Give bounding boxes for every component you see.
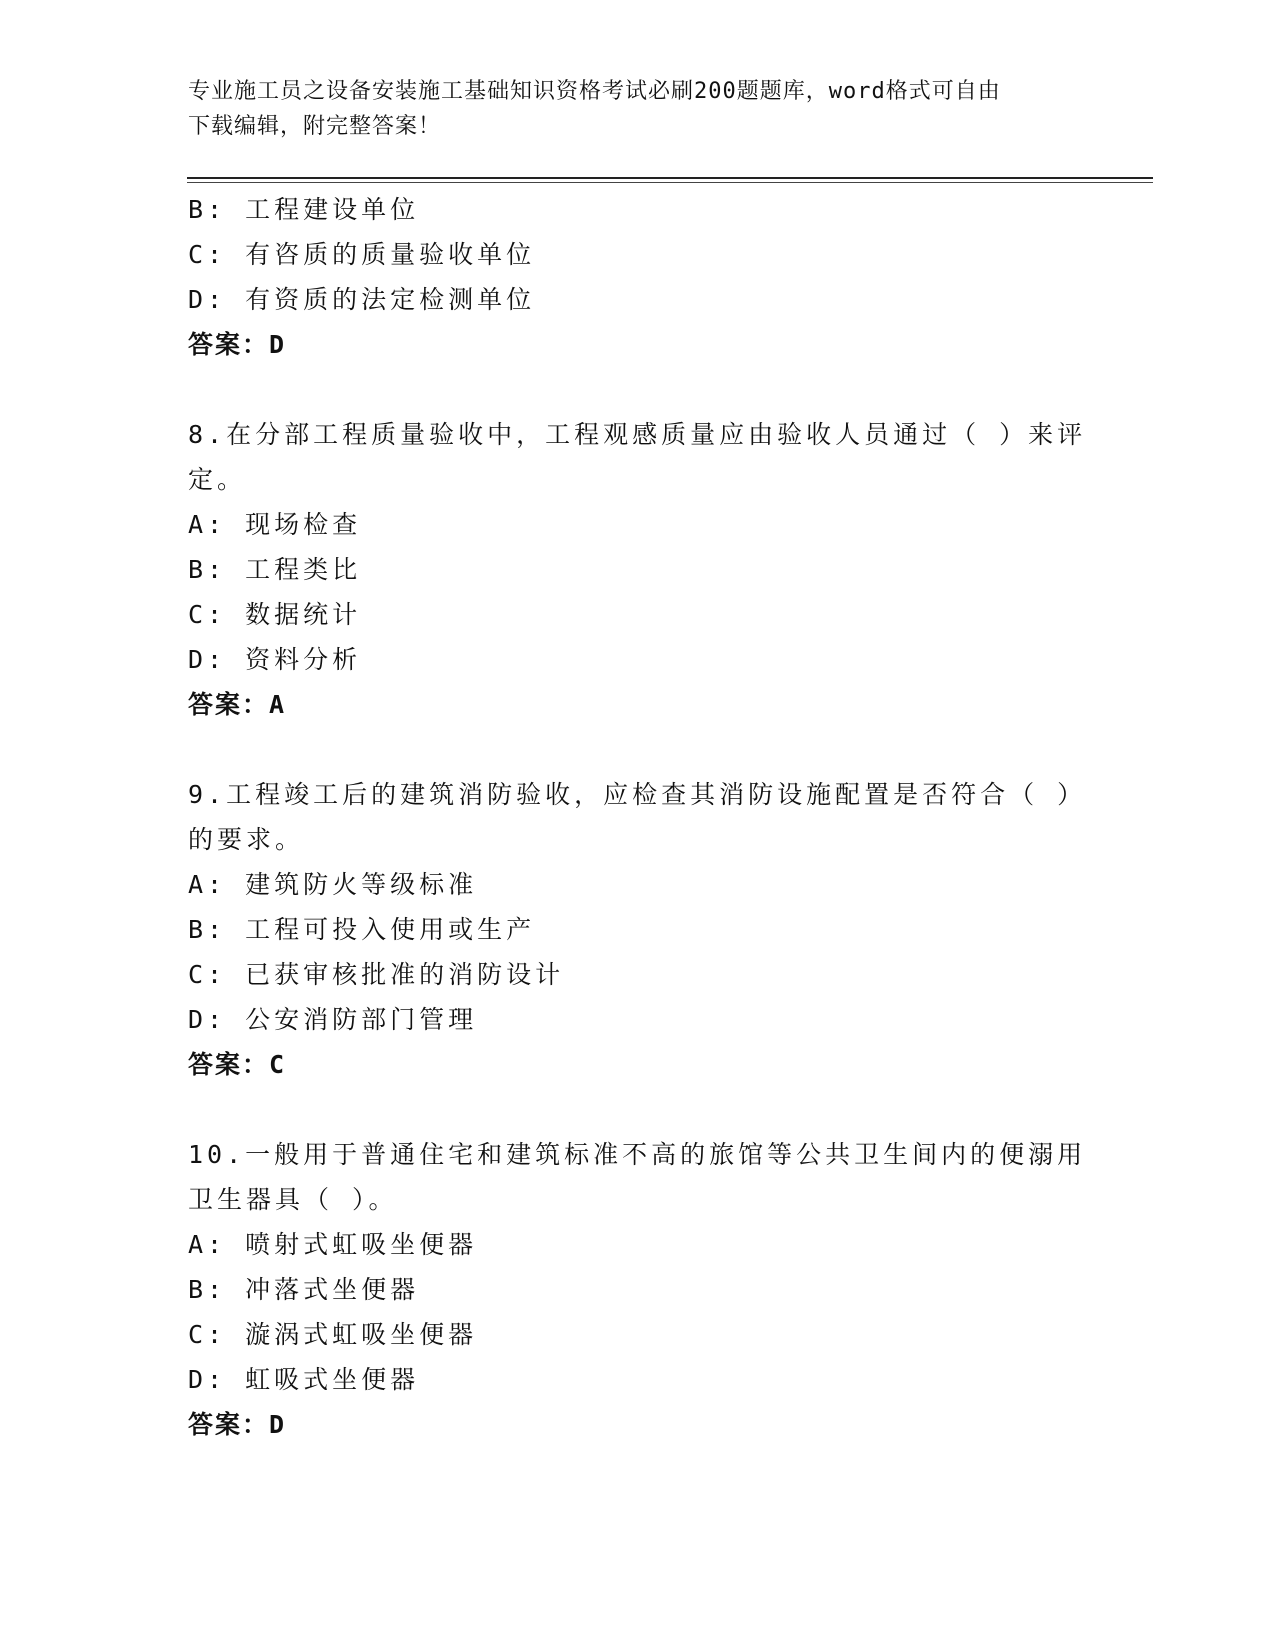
q10-stem-line-1: 10.一般用于普通住宅和建筑标准不高的旅馆等公共卫生间内的便溺用 [188,1140,1087,1169]
q8-stem-line-2: 定。 [188,465,247,494]
q9-option-d: D: 公安消防部门管理 [188,1005,478,1034]
q7-option-d: D: 有资质的法定检测单位 [188,285,536,314]
q10-option-b: B: 冲落式坐便器 [188,1275,420,1304]
q9-stem-line-1: 9.工程竣工后的建筑消防验收，应检查其消防设施配置是否符合（ ） [188,780,1087,809]
q9-answer: 答案：C [188,1050,287,1079]
q9-option-b: B: 工程可投入使用或生产 [188,915,536,944]
q8-option-c: C: 数据统计 [188,600,362,629]
document-header [188,74,1068,144]
q10-answer: 答案：D [188,1410,287,1439]
q7-option-b: B: 工程建设单位 [188,195,420,224]
q8-stem-line-1: 8.在分部工程质量验收中，工程观感质量应由验收人员通过（ ）来评 [188,420,1087,449]
q10-stem-line-2: 卫生器具（ ）。 [188,1185,398,1214]
q10-option-a: A: 喷射式虹吸坐便器 [188,1230,478,1259]
q10-option-d: D: 虹吸式坐便器 [188,1365,420,1394]
q8-option-a: A: 现场检查 [188,510,362,539]
q9-stem-line-2: 的要求。 [188,825,305,854]
q8-option-d: D: 资料分析 [188,645,362,674]
q7-answer: 答案：D [188,330,287,359]
q9-option-c: C: 已获审核批准的消防设计 [188,960,565,989]
q8-answer: 答案：A [188,690,287,719]
q10-option-c: C: 漩涡式虹吸坐便器 [188,1320,478,1349]
header-title-line-1: 专业施工员之设备安装施工基础知识资格考试必刷200题题库，word格式可自由 [188,79,1001,104]
q9-option-a: A: 建筑防火等级标准 [188,870,478,899]
q8-option-b: B: 工程类比 [188,555,362,584]
header-divider-thin [187,182,1153,183]
q7-option-c: C: 有咨质的质量验收单位 [188,240,536,269]
header-divider-thick [187,177,1153,179]
header-title-line-2: 下载编辑，附完整答案！ [188,114,442,139]
